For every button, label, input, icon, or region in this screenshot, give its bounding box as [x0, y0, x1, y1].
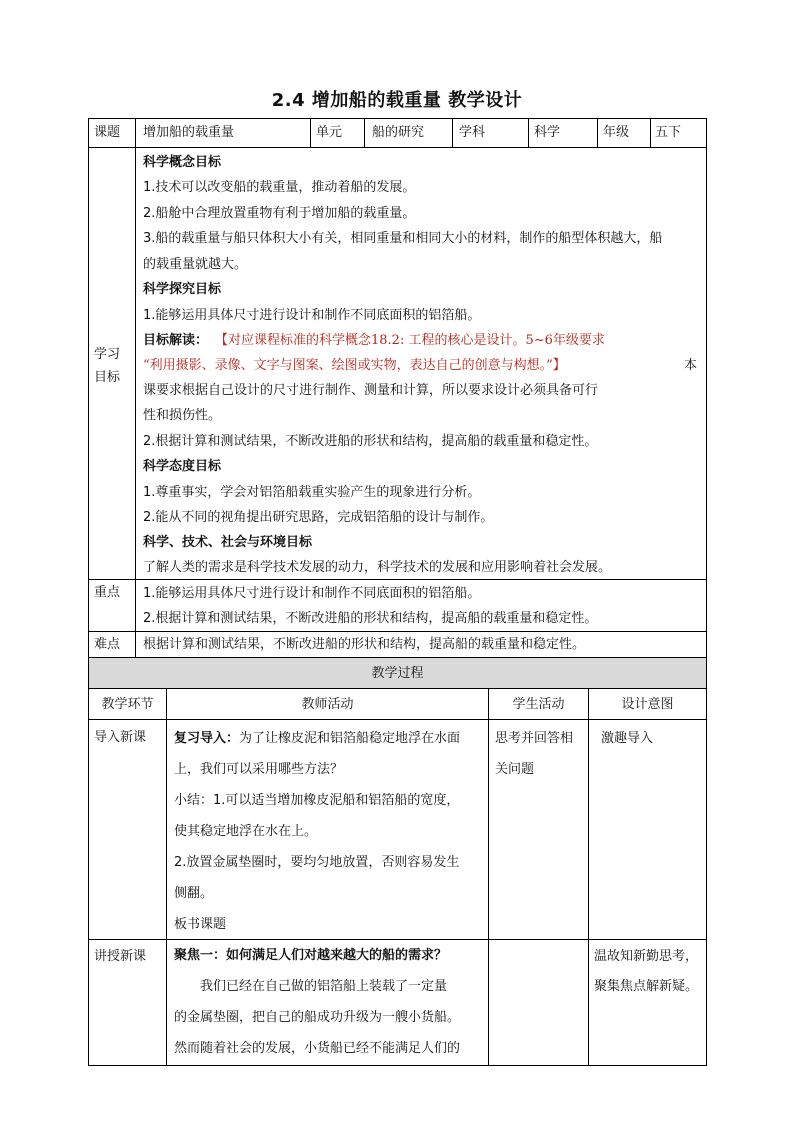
process-heading: 教学过程: [371, 666, 424, 681]
teacher-intro-text: 为了让橡皮泥和铝箔船稳定地浮在水面: [239, 731, 461, 746]
student-intro-line-1: 思考并回答相: [495, 731, 574, 746]
intent-new-line-1: 温故知新勤思考，: [594, 949, 699, 964]
interpretation-label: 目标解读：: [143, 333, 209, 348]
grade-value: 五下: [655, 125, 682, 140]
inquiry-item-2: 2.根据计算和测试结果，不断改进船的形状和结构，提高船的载重量和稳定性。: [143, 434, 598, 449]
table-rule: [452, 118, 453, 148]
table-rule: [88, 147, 707, 148]
teacher-intro-label: 复习导入：: [174, 731, 240, 746]
attitude-item-1: 1.尊重事实，学会对铝箔船载重实验产生的现象进行分析。: [143, 485, 481, 500]
table-rule: [588, 688, 589, 1066]
concept-item-3: 3.船的载重量与船只体积大小有关，相同重量和相同大小的材料，制作的船型体积越大，船: [143, 231, 663, 246]
stage-intro: 导入新课: [94, 730, 147, 745]
col-header-stage: 教学环节: [101, 697, 154, 712]
interpretation-text: 课要求根据自己设计的尺寸进行制作、测量和计算，所以要求设计必须具备可行: [143, 383, 599, 398]
stage-new-lesson: 讲授新课: [94, 949, 147, 964]
interpretation-text-start: 本: [684, 358, 698, 373]
difficulty-text: 根据计算和测试结果，不断改进船的形状和结构，提高船的载重量和稳定性。: [143, 637, 586, 652]
table-rule: [88, 579, 707, 580]
unit-value: 船的研究: [372, 125, 425, 140]
table-border-top: [88, 118, 707, 119]
sts-item-1: 了解人类的需求是科学技术发展的动力，科学技术的发展和应用影响着社会发展。: [143, 560, 612, 575]
objectives-label-line1: 学习: [94, 347, 121, 362]
concept-item-2: 2.船舱中合理放置重物有利于增加船的载重量。: [143, 206, 416, 221]
table-rule: [166, 688, 167, 1066]
grade-label: 年级: [603, 125, 630, 140]
col-header-student: 学生活动: [512, 697, 565, 712]
col-header-intent: 设计意图: [621, 697, 674, 712]
concept-item-3-cont: 的载重量就越大。: [143, 257, 248, 272]
concept-item-1: 1.技术可以改变船的载重量，推动着船的发展。: [143, 180, 416, 195]
teacher-board-title: 板书课题: [174, 917, 227, 932]
table-rule: [310, 118, 311, 148]
topic-value: 增加船的载重量: [143, 125, 235, 140]
unit-label: 单元: [316, 125, 343, 140]
table-rule: [88, 719, 707, 720]
difficulty-label: 难点: [94, 637, 121, 652]
teacher-new-line-2: 的金属垫圈，把自己的船成功升级为一艘小货船。: [174, 1010, 461, 1025]
teacher-new-line-3: 然而随着社会的发展，小货船已经不能满足人们的: [174, 1041, 461, 1056]
table-rule: [88, 688, 707, 689]
subject-value: 科学: [534, 125, 561, 140]
focus-one-heading: 聚焦一：如何满足人们对越来越大的船的需求？: [174, 948, 448, 963]
table-border-right: [706, 118, 707, 1066]
student-intro-line-2: 关问题: [495, 762, 535, 777]
key-point-2: 2.根据计算和测试结果，不断改进船的形状和结构，提高船的载重量和稳定性。: [143, 611, 598, 626]
table-border-left: [88, 118, 89, 1066]
table-rule: [650, 118, 651, 148]
objectives-label-line2: 目标: [94, 370, 121, 385]
table-rule: [364, 118, 365, 148]
table-rule: [88, 657, 707, 658]
teacher-summary-line-3: 2.放置金属垫圈时，要均匀地放置，否则容易发生: [174, 855, 460, 870]
table-rule: [135, 118, 136, 658]
concept-heading: 科学概念目标: [143, 155, 222, 170]
teacher-summary-line-4: 侧翻。: [174, 886, 214, 901]
table-rule: [88, 939, 707, 940]
teacher-intro-line-2: 上，我们可以采用哪些方法？: [174, 762, 344, 777]
table-rule: [488, 688, 489, 1066]
key-points-label: 重点: [94, 585, 121, 600]
interpretation-standard: 【对应课程标准的科学概念18.2: 工程的核心是设计。5~6年级要求: [215, 333, 605, 348]
col-header-teacher: 教师活动: [301, 697, 354, 712]
intent-new-line-2: 聚集焦点解新疑。: [594, 979, 699, 994]
interpretation-standard-quote: “利用摄影、录像、文字与图案、绘图或实物，表达自己的创意与构想。”】: [143, 358, 566, 373]
intent-intro: 激趣导入: [601, 731, 654, 746]
subject-label: 学科: [459, 125, 486, 140]
sts-heading: 科学、技术、社会与环境目标: [143, 535, 313, 550]
teacher-new-line-1: 我们已经在自己做的铝箔船上装载了一定量: [200, 979, 448, 994]
inquiry-heading: 科学探究目标: [143, 282, 222, 297]
interpretation-text-end: 性和损伤性。: [143, 408, 222, 423]
topic-label: 课题: [94, 125, 121, 140]
teacher-summary-line-1: 小结：1.可以适当增加橡皮泥船和铝箔船的宽度，: [174, 793, 460, 808]
page-title: 2.4 增加船的载重量 教学设计: [271, 90, 523, 111]
table-rule: [597, 118, 598, 148]
table-rule: [88, 631, 707, 632]
attitude-item-2: 2.能从不同的视角提出研究思路，完成铝箔船的设计与制作。: [143, 510, 494, 525]
table-rule: [528, 118, 529, 148]
inquiry-item-1: 1.能够运用具体尺寸进行设计和制作不同底面积的铝箔船。: [143, 308, 481, 323]
teacher-summary-line-2: 使其稳定地浮在水在上。: [174, 824, 318, 839]
table-border-bottom: [88, 1065, 707, 1066]
key-point-1: 1.能够运用具体尺寸进行设计和制作不同底面积的铝箔船。: [143, 586, 481, 601]
attitude-heading: 科学态度目标: [143, 459, 222, 474]
teacher-intro-line: [174, 731, 460, 747]
